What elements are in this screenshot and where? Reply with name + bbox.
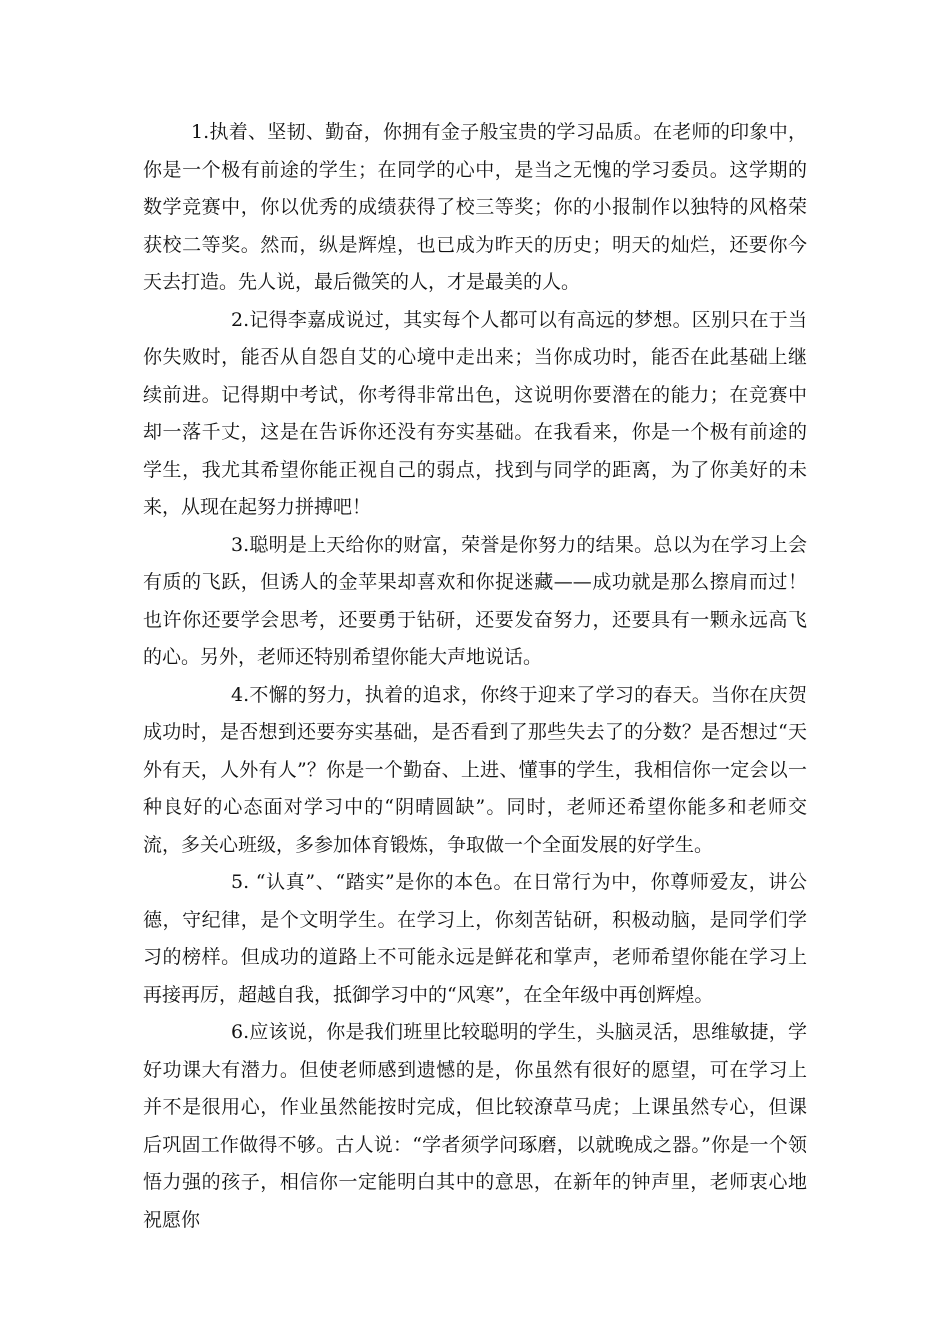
paragraph-1: 1.执着、坚韧、勤奋，你拥有金子般宝贵的学习品质。在老师的印象中，你是一个极有前途的学生；在同学的心中，是当之无愧的学习委员。这学期的数学竞赛中，你以优秀的成绩获得了校三等奖；你的小报制作以独特的风格荣获校二等奖。然而，纵是辉煌，也已成为昨天的历史；明天的灿烂，还要你今天去打造。先人说，最后微笑的人，才是最美的人。 (143, 121, 807, 293)
paragraph-3: 3.聪明是上天给你的财富，荣誉是你努力的结果。总以为在学习上会有质的飞跃，但诱人的金苹果却喜欢和你捉迷藏——成功就是那么擦肩而过！也许你还要学会思考，还要勇于钻研，还要发奋努力，还要具有一颗永远高飞的心。另外，老师还特别希望你能大声地说话。 (143, 533, 807, 668)
document-body (143, 114, 807, 1239)
paragraph-4: 4.不懈的努力，执着的追求，你终于迎来了学习的春天。当你在庆贺成功时，是否想到还要夯实基础，是否看到了那些失去了的分数？是否想过“天外有天，人外有人”？你是一个勤奋、上进、懂事的学生，我相信你一定会以一种良好的心态面对学习中的“阴晴圆缺”。同时，老师还希望你能多和老师交流，多关心班级，多参加体育锻炼，争取做一个全面发展的好学生。 (143, 683, 807, 856)
paragraph-6: 6.应该说，你是我们班里比较聪明的学生，头脑灵活，思维敏捷，学好功课大有潜力。但使老师感到遗憾的是，你虽然有很好的愿望，可在学习上并不是很用心，作业虽然能按时完成，但比较潦草马虎；上课虽然专心，但课后巩固工作做得不够。古人说：“学者须学问琢磨，以就晚成之器。”你是一个领悟力强的孩子，相信你一定能明白其中的意思，在新年的钟声里，老师衷心地祝愿你 (143, 1021, 807, 1231)
paragraph-5: 5. “认真”、“踏实”是你的本色。在日常行为中，你尊师爱友，讲公德，守纪律，是个文明学生。在学习上，你刻苦钻研，积极动脑，是同学们学习的榜样。但成功的道路上不可能永远是鲜花和掌声，老师希望你能在学习上再接再厉，超越自我，抵御学习中的“风寒”，在全年级中再创辉煌。 (143, 871, 807, 1006)
paragraph-2: 2.记得李嘉成说过，其实每个人都可以有高远的梦想。区别只在于当你失败时，能否从自怨自艾的心境中走出来；当你成功时，能否在此基础上继续前进。记得期中考试，你考得非常出色，这说明你要潜在的能力；在竞赛中却一落千丈，这是在告诉你还没有夯实基础。在我看来，你是一个极有前途的学生，我尤其希望你能正视自己的弱点，找到与同学的距离，为了你美好的未来，从现在起努力拼搏吧！ (143, 308, 807, 518)
